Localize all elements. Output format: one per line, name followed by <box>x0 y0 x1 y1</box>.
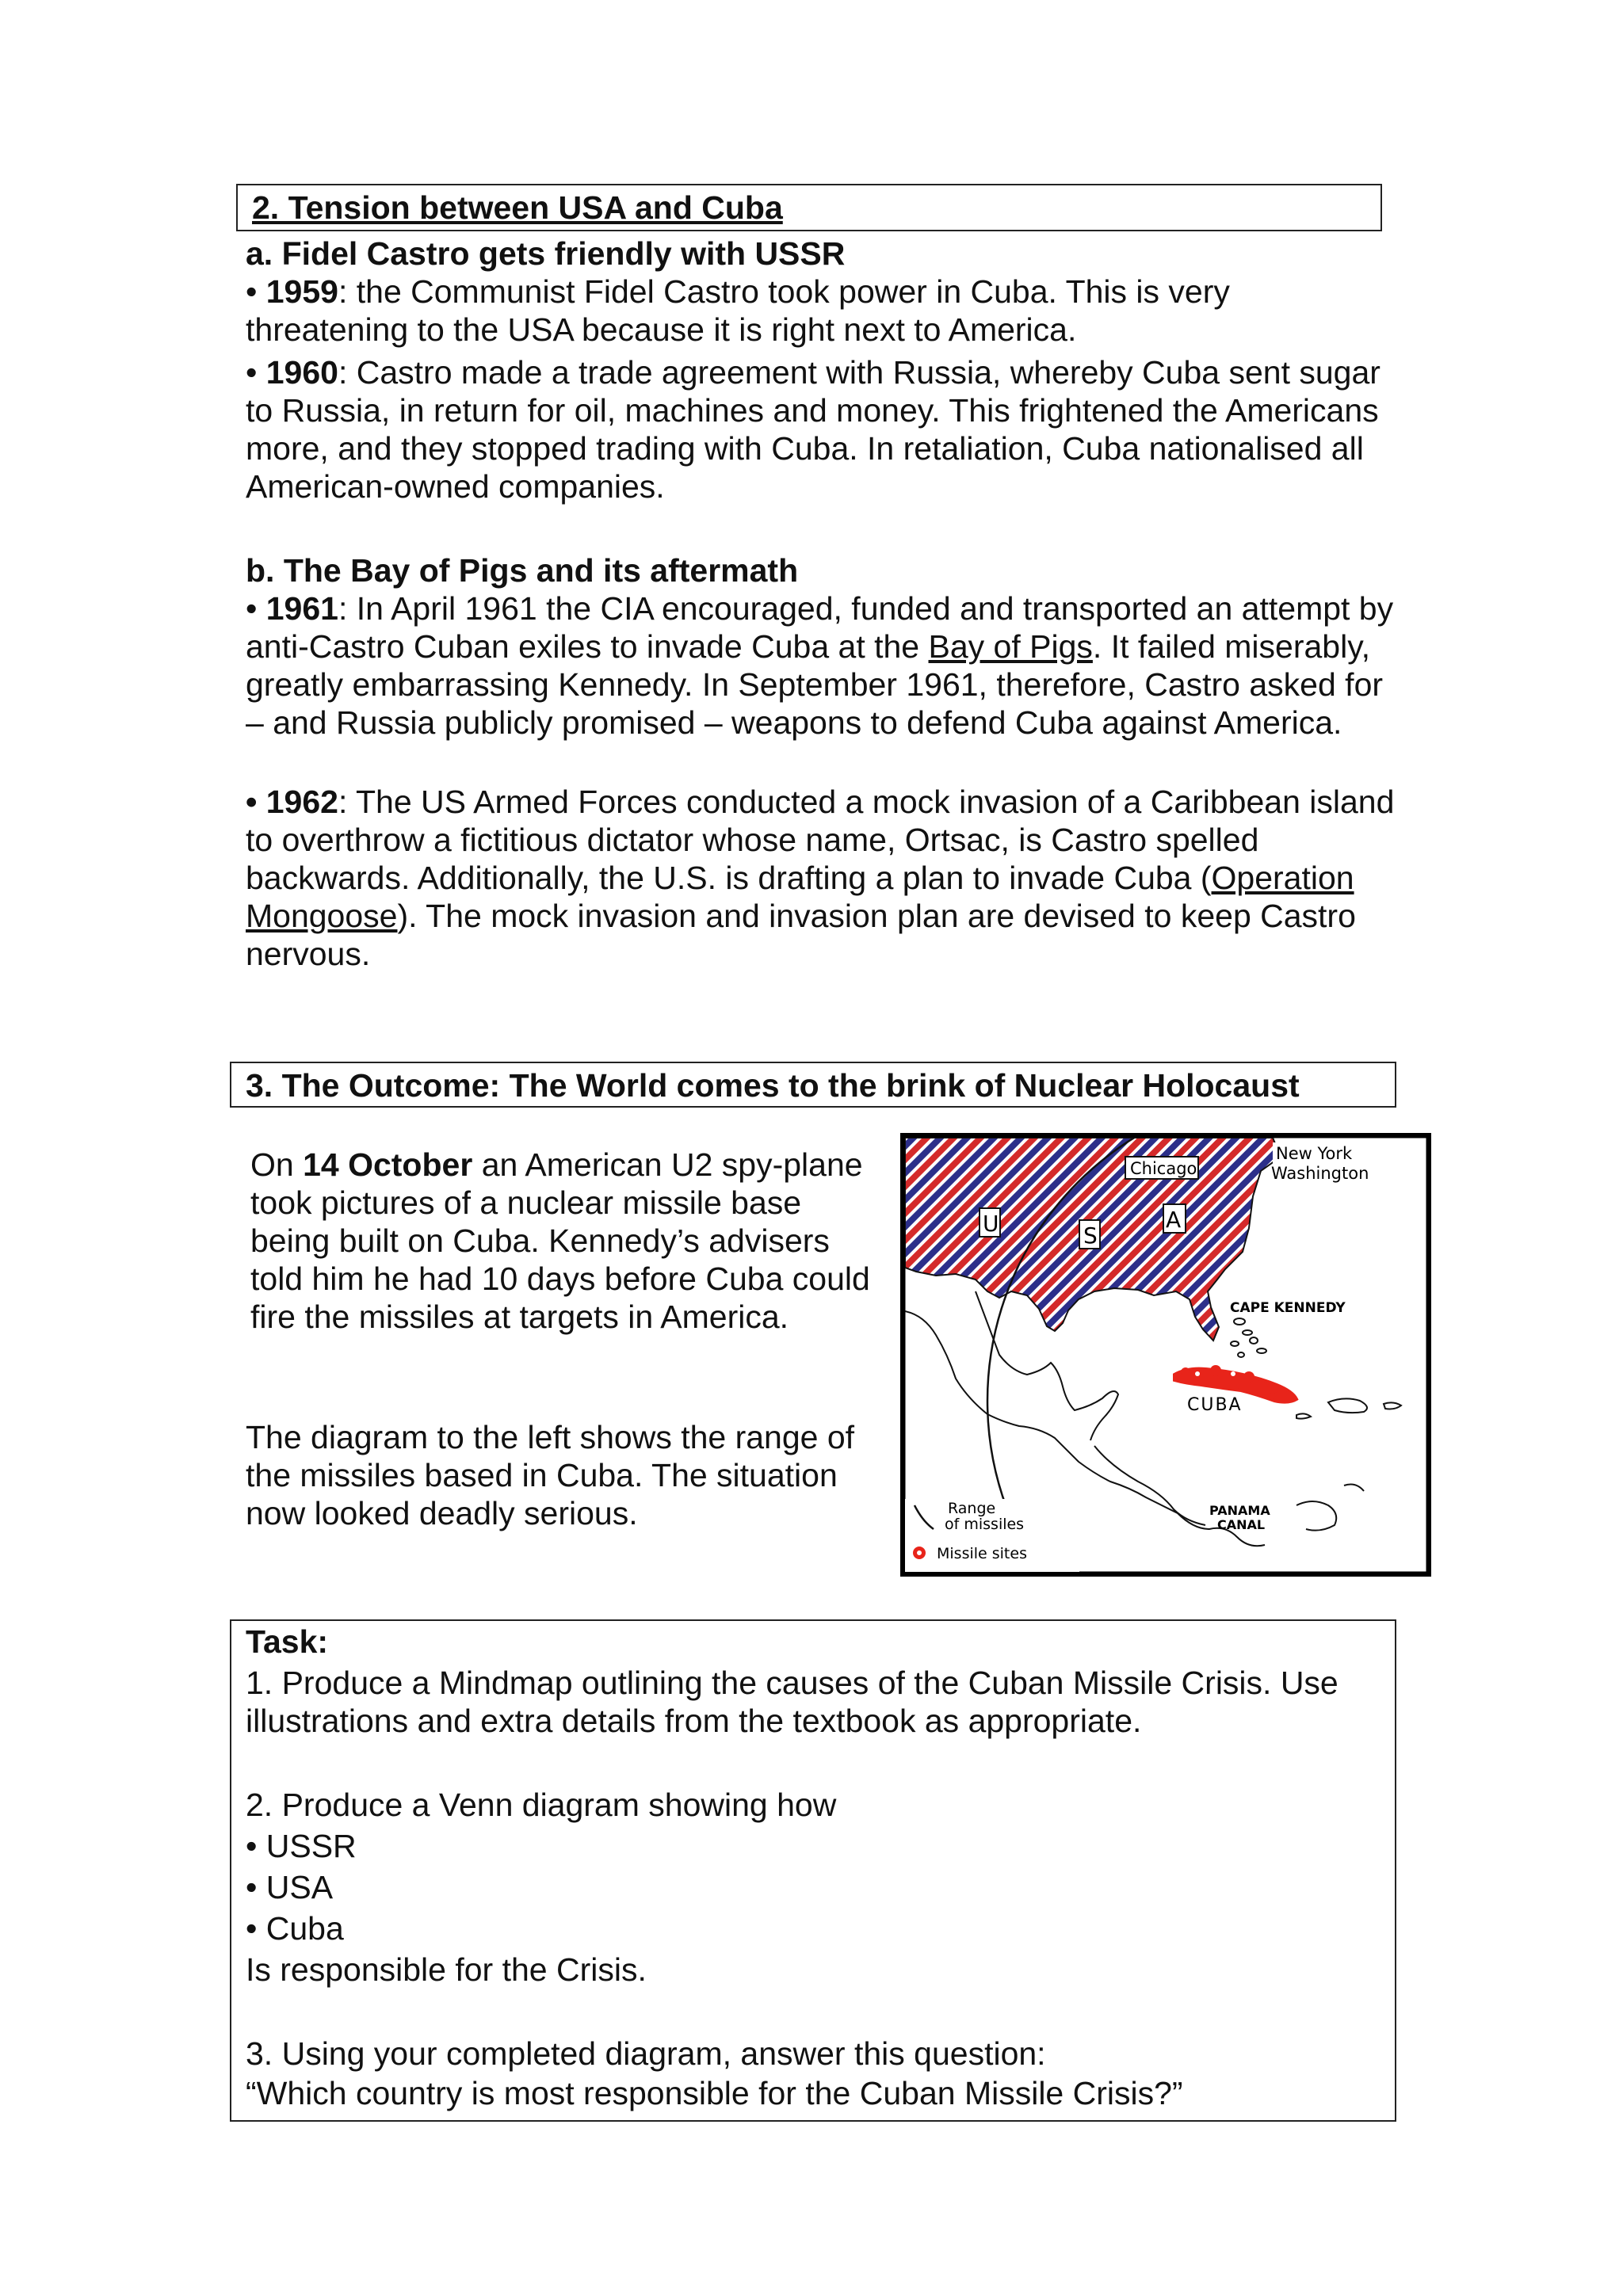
outcome-paragraph-2: The diagram to the left shows the range of the missiles based in Cuba. The situation now looked deadly serious. <box>246 1419 855 1531</box>
year-1960: 1960 <box>265 354 338 391</box>
paragraph-1961: • 1961: In April 1961 the CIA encouraged, funded and transported an attempt by anti-Castro Cuban exiles to invade Cuba at the Bay of Pigs. It failed miserably, greatly embarrassing Kennedy. In September 1961, therefore, Castro asked for – and Russia publicly promised – weapons to defend Cuba against America. <box>246 590 1394 741</box>
text-1962-a: : The US Armed Forces conducted a mock invasion of a Caribbean island to overthrow a fictitious dictator whose name, Ortsac, is Castro spelled backwards. Additionally, the U.S. is drafting a plan to invade Cuba ( <box>246 784 1395 896</box>
label-new-york: New York <box>1276 1144 1353 1163</box>
task-item-3-question: “Which country is most responsible for the Cuban Missile Crisis?” <box>246 2075 1183 2111</box>
task-item-2-intro: 2. Produce a Venn diagram showing how <box>246 1787 837 1823</box>
label-s: S <box>1083 1222 1098 1249</box>
year-1961: 1961 <box>265 590 338 627</box>
operation-mongoose-link: Operation Mongoose <box>246 860 1354 934</box>
label-chicago: Chicago <box>1130 1159 1197 1178</box>
text-1962-b: ). The mock invasion and invasion plan are devised to keep Castro nervous. <box>246 898 1356 972</box>
legend-range: Range <box>948 1500 996 1517</box>
year-1959: 1959 <box>265 273 338 310</box>
paragraph-1960: • 1960: Castro made a trade agreement with Russia, whereby Cuba sent sugar to Russia, in return for oil, machines and money. This frightened the Americans more, and they stopped trading with Cuba. In retaliation, Cuba nationalised all American-owned companies. <box>246 354 1381 505</box>
task-bullet-usa: • USA <box>246 1869 334 1905</box>
hispaniola <box>1328 1398 1367 1413</box>
label-a: A <box>1166 1207 1182 1233</box>
missile-range-map <box>900 1133 1431 1577</box>
text-1959: : the Communist Fidel Castro took power in Cuba. This is very threatening to the USA because it is right next to America. <box>246 273 1230 348</box>
task-bullet-cuba: • Cuba <box>246 1910 344 1947</box>
paragraph-1959: • 1959: the Communist Fidel Castro took power in Cuba. This is very threatening to the USA because it is right next to America. <box>246 273 1230 348</box>
text-1961-b: . It failed miserably, greatly embarrassing Kennedy. In September 1961, therefore, Castro asked for – and Russia publicly promised – weapons to defend Cuba against America. <box>246 628 1384 741</box>
bay-of-pigs-link: Bay of Pigs <box>928 628 1093 665</box>
legend-of-missiles: of missiles <box>945 1516 1025 1533</box>
label-cape-kennedy: CAPE KENNEDY <box>1230 1300 1346 1316</box>
task-item-3-intro: 3. Using your completed diagram, answer this question: <box>246 2035 1046 2072</box>
text-1961-a: : In April 1961 the CIA encouraged, funded and transported an attempt by anti-Castro Cuban exiles to invade Cuba at the <box>246 590 1394 665</box>
task-title: Task: <box>246 1623 329 1660</box>
section-2-heading: 2. Tension between USA and Cuba <box>252 189 783 226</box>
task-item-2-end: Is responsible for the Crisis. <box>246 1951 647 1988</box>
subheading-b: b. The Bay of Pigs and its aftermath <box>246 552 799 589</box>
section-3-heading: 3. The Outcome: The World comes to the brink of Nuclear Holocaust <box>246 1067 1300 1104</box>
year-1962: • 1962 <box>246 784 338 820</box>
label-canal: CANAL <box>1217 1517 1266 1532</box>
label-cuba: CUBA <box>1187 1395 1243 1415</box>
date-14-october: 14 October <box>303 1146 473 1183</box>
legend-missile-sites: Missile sites <box>937 1545 1027 1562</box>
label-u: U <box>983 1211 999 1237</box>
section-2-heading-box <box>236 184 1382 231</box>
map-svg <box>900 1133 1431 1577</box>
text-1960: : Castro made a trade agreement with Russia, whereby Cuba sent sugar to Russia, in return for oil, machines and money. This frightened the Americans more, and they stopped trading with Cuba. In retaliation, Cuba nationalised all American-owned companies. <box>246 354 1381 505</box>
task-bullet-ussr: • USSR <box>246 1828 357 1864</box>
section-3-heading-box <box>230 1062 1396 1108</box>
subheading-a: a. Fidel Castro gets friendly with USSR <box>246 235 846 272</box>
paragraph-1962 <box>246 783 1395 973</box>
label-washington: Washington <box>1271 1164 1369 1183</box>
outcome-text-b: an American U2 spy-plane took pictures of a nuclear missile base being built on Cuba. Kennedy’s advisers told him he had 10 days before Cuba could fire the missiles at targets in America. <box>250 1146 870 1335</box>
task-item-1: 1. Produce a Mindmap outlining the causes of the Cuban Missile Crisis. Use illustrations and extra details from the textbook as appropriate. <box>246 1665 1338 1739</box>
outcome-paragraph-1 <box>250 1146 884 1336</box>
outcome-text-a: On <box>250 1146 304 1183</box>
label-panama: PANAMA <box>1209 1503 1270 1518</box>
